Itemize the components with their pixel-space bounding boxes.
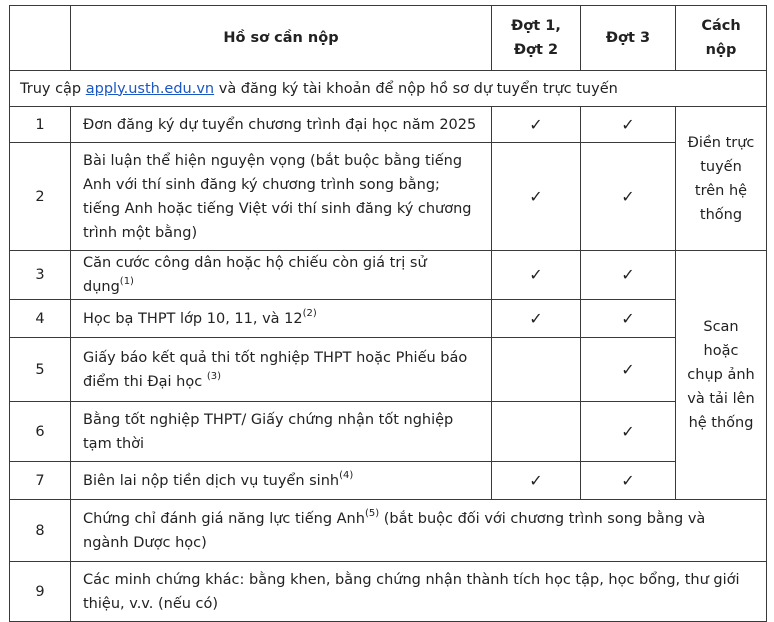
round-3-check: ✓ bbox=[581, 300, 676, 338]
row-description bbox=[71, 300, 492, 338]
row-text: Bằng tốt nghiệp THPT/ Giấy chứng nhận tốt nghiệp tạm thời bbox=[83, 411, 454, 452]
round-1-2-check: ✓ bbox=[492, 107, 581, 143]
footnote-marker: (3) bbox=[206, 370, 221, 382]
row-description bbox=[71, 251, 492, 300]
method-online-cell bbox=[676, 107, 767, 251]
round-3-check: ✓ bbox=[581, 143, 676, 251]
round-3-check: ✓ bbox=[581, 251, 676, 300]
apply-link[interactable]: apply.usth.edu.vn bbox=[85, 80, 215, 97]
row-number: 7 bbox=[10, 462, 71, 500]
info-prefix: Truy cập bbox=[20, 80, 86, 97]
round-1-2-check bbox=[492, 338, 581, 402]
footnote-marker: (5) bbox=[364, 507, 380, 519]
row-text-tail: (bắt buộc đối với chương trình song bằng và ngành Dược học) bbox=[83, 510, 706, 551]
row-number: 1 bbox=[10, 107, 71, 143]
round-3-check: ✓ bbox=[581, 338, 676, 402]
row-text: Các minh chứng khác: bằng khen, bằng chứng nhận thành tích học tập, học bổng, thư giới thiệu, v.v. (nếu có) bbox=[83, 571, 740, 612]
footnote-marker: (1) bbox=[119, 276, 134, 288]
row-number: 6 bbox=[10, 402, 71, 462]
footnote-marker: (4) bbox=[339, 469, 354, 481]
header-round-1-2 bbox=[492, 6, 581, 71]
row-number: 3 bbox=[10, 251, 71, 300]
table-row bbox=[10, 300, 767, 338]
method-scan-cell bbox=[676, 251, 767, 500]
method-scan-text: Scan hoặc chụp ảnh và tải lên hệ thống bbox=[687, 319, 755, 431]
table-row bbox=[10, 562, 767, 622]
round-1-2-check: ✓ bbox=[492, 300, 581, 338]
row-number: 4 bbox=[10, 300, 71, 338]
row-number: 5 bbox=[10, 338, 71, 402]
round-3-check: ✓ bbox=[581, 402, 676, 462]
row-description bbox=[71, 402, 492, 462]
round-3-check: ✓ bbox=[581, 462, 676, 500]
row-number: 9 bbox=[10, 562, 71, 622]
table-header-row bbox=[10, 6, 767, 71]
round-3-check: ✓ bbox=[581, 107, 676, 143]
row-text: Học bạ THPT lớp 10, 11, và 12 bbox=[83, 310, 303, 327]
round-1-2-check: ✓ bbox=[492, 462, 581, 500]
method-online-text: Điền trực tuyến trên hệ thống bbox=[687, 134, 755, 223]
row-text: Đơn đăng ký dự tuyển chương trình đại học năm 2025 bbox=[83, 116, 477, 133]
footnote-marker: (2) bbox=[302, 307, 317, 319]
table-row bbox=[10, 251, 767, 300]
table-row bbox=[10, 143, 767, 251]
admission-documents-table bbox=[9, 5, 767, 622]
header-documents: Hồ sơ cần nộp bbox=[71, 6, 492, 71]
row-text: Giấy báo kết quả thi tốt nghiệp THPT hoặc Phiếu báo điểm thi Đại học bbox=[83, 349, 468, 390]
row-text: Biên lai nộp tiền dịch vụ tuyển sinh bbox=[83, 472, 340, 489]
header-index bbox=[10, 6, 71, 71]
info-suffix: và đăng ký tài khoản để nộp hồ sơ dự tuyển trực tuyến bbox=[214, 80, 618, 97]
row-text: Chứng chỉ đánh giá năng lực tiếng Anh bbox=[83, 510, 365, 527]
header-round-1-2-line1: Đợt 1, bbox=[511, 18, 561, 34]
table-row bbox=[10, 338, 767, 402]
row-description bbox=[71, 338, 492, 402]
header-round-3: Đợt 3 bbox=[581, 6, 676, 71]
table-row bbox=[10, 462, 767, 500]
row-text: Bài luận thể hiện nguyện vọng (bắt buộc bằng tiếng Anh với thí sinh đăng ký chương trình song bằng; tiếng Anh hoặc tiếng Việt với thí sinh đăng ký chương trình một bằng) bbox=[83, 152, 472, 241]
row-number: 2 bbox=[10, 143, 71, 251]
header-round-1-2-line2: Đợt 2 bbox=[513, 42, 559, 58]
table-row bbox=[10, 402, 767, 462]
row-text: Căn cước công dân hoặc hộ chiếu còn giá trị sử dụng bbox=[83, 255, 427, 295]
row-description bbox=[71, 107, 492, 143]
row-description bbox=[71, 462, 492, 500]
round-1-2-check: ✓ bbox=[492, 143, 581, 251]
row-number: 8 bbox=[10, 500, 71, 562]
round-1-2-check bbox=[492, 402, 581, 462]
info-cell bbox=[10, 71, 767, 107]
table-row bbox=[10, 500, 767, 562]
row-description bbox=[71, 500, 767, 562]
round-1-2-check: ✓ bbox=[492, 251, 581, 300]
table-row bbox=[10, 107, 767, 143]
header-method: Cách nộp bbox=[676, 6, 767, 71]
row-description bbox=[71, 143, 492, 251]
row-description bbox=[71, 562, 767, 622]
info-row bbox=[10, 71, 767, 107]
